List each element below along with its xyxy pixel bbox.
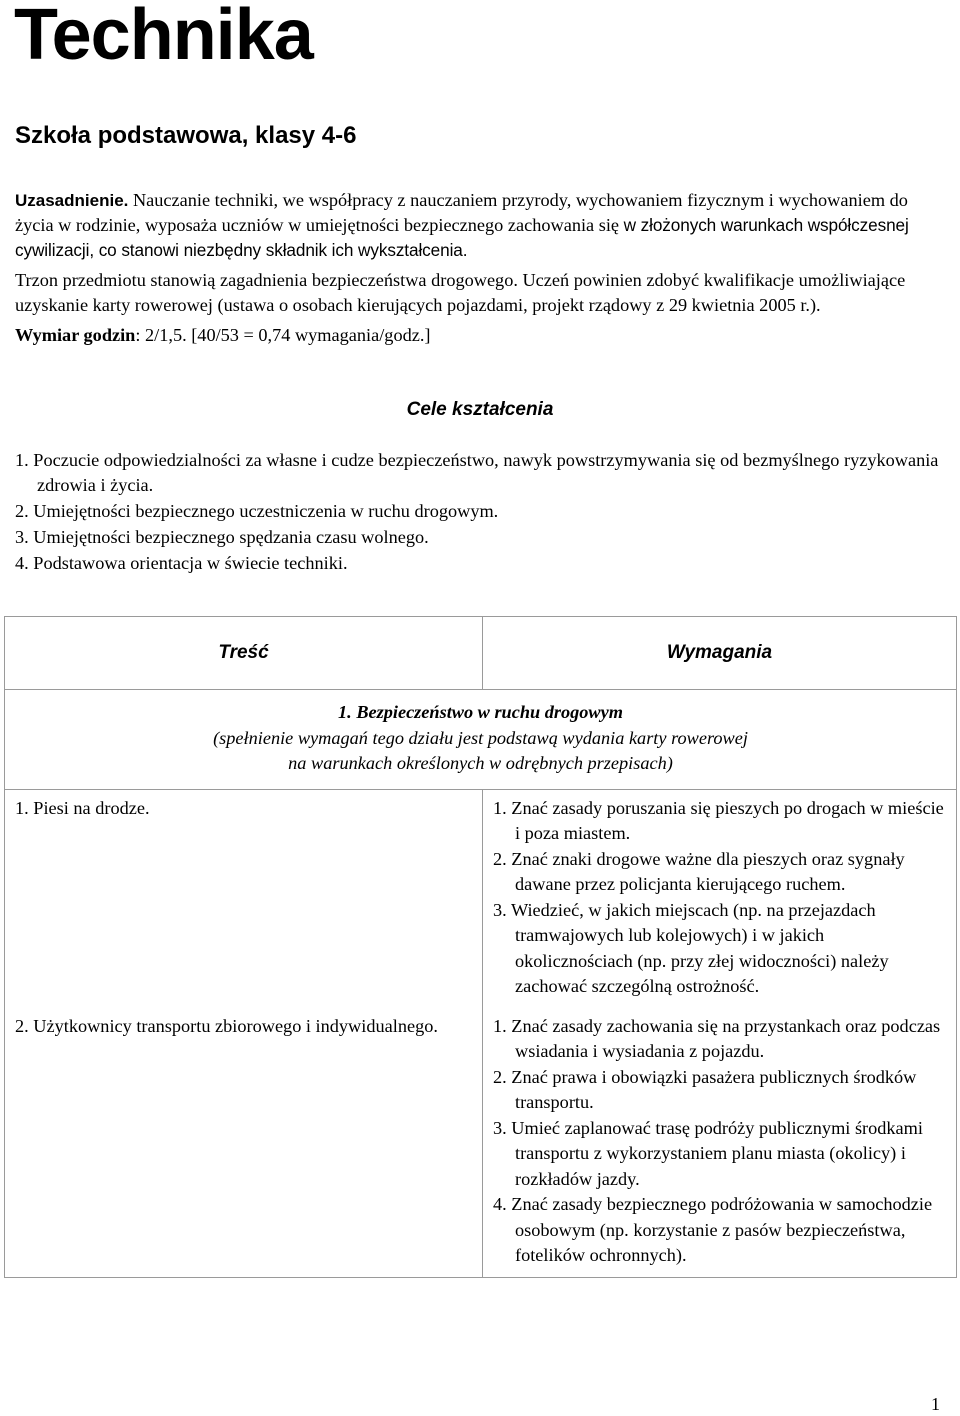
hours-value: : 2/1,5. [40/53 = 0,74 wymagania/godz.] [135, 325, 431, 345]
section-note-line: (spełnienie wymagań tego działu jest podstawą wydania karty rowerowej [213, 727, 748, 748]
table-row [5, 789, 957, 1008]
goal-item: 3. Umiejętności bezpiecznego spędzania czasu wolnego. [15, 527, 429, 547]
table-header-row [5, 617, 957, 690]
section-heading [5, 690, 957, 790]
curriculum-table [4, 616, 957, 1278]
justification-text: Nauczanie techniki, we współpracy z nauczaniem przyrody, wychowaniem fizycznym i wychowaniem do życia w rodzinie, wyposaża uczniów w umiejętności bezpiecznego zachowania się [15, 190, 908, 235]
section-note-line: na warunkach określonych w odrębnych przepisach) [288, 753, 673, 773]
justification-paragraph [15, 188, 950, 263]
column-header-content: Treść [5, 617, 483, 690]
goals-list [15, 448, 950, 577]
requirement-item: 1. Znać zasady zachowania się na przystankach oraz podczas wsiadania i wysiadania z pojazdu. [493, 1015, 941, 1061]
content-cell [5, 789, 483, 1008]
requirements-list [493, 796, 946, 1000]
requirement-item: 1. Znać zasady poruszania się pieszych po drogach w mieście i poza miastem. [493, 797, 944, 843]
table-row [5, 1008, 957, 1278]
content-cell [5, 1008, 483, 1278]
hours-paragraph [15, 323, 950, 348]
requirement-item: 4. Znać zasady bezpiecznego podróżowania w samochodzie osobowym (np. korzystanie z pasów bezpieczeństwa, fotelików ochronnych). [493, 1194, 933, 1265]
content-item: 1. Piesi na drodze. [15, 797, 150, 818]
section-title: 1. Bezpieczeństwo w ruchu drogowym [338, 702, 623, 722]
justification-label: Uzasadnienie. [15, 191, 129, 210]
goals-heading: Cele kształcenia [406, 399, 554, 420]
column-header-requirements: Wymagania [483, 617, 957, 690]
document-title: Technika [14, 0, 313, 75]
goal-item: 1. Poczucie odpowiedzialności za własne i cudze bezpieczeństwo, nawyk powstrzymywania się od bezmyślnego ryzykowania zdrowia i życia. [15, 450, 939, 495]
goal-item: 2. Umiejętności bezpiecznego uczestniczenia w ruchu drogowym. [15, 501, 499, 521]
page-number: 1 [931, 1394, 940, 1414]
requirement-item: 3. Wiedzieć, w jakich miejscach (np. na przejazdach tramwajowych lub kolejowych) i w jakich okolicznościach (np. przy złej widoczności) należy zachować szczególną ostrożność. [493, 899, 889, 996]
document-subtitle: Szkoła podstawowa, klasy 4-6 [15, 122, 357, 149]
requirement-item: 2. Znać znaki drogowe ważne dla pieszych oraz sygnały dawane przez policjanta kierującego ruchem. [493, 848, 905, 894]
goal-item: 4. Podstawowa orientacja w świecie techniki. [15, 553, 348, 573]
hours-label: Wymiar godzin [15, 325, 136, 345]
content-item: 2. Użytkownicy transportu zbiorowego i indywidualnego. [15, 1015, 438, 1036]
section-row [5, 690, 957, 790]
core-paragraph: Trzon przedmiotu stanowią zagadnienia bezpieczeństwa drogowego. Uczeń powinien zdobyć kwalifikacje umożliwiające uzyskanie karty rowerowej (ustawa o osobach kierujących pojazdami, projekt rządowy z 29 kwietnia 2005 r.). [15, 270, 906, 315]
requirement-item: 2. Znać prawa i obowiązki pasażera publicznych środków transportu. [493, 1066, 917, 1112]
requirements-cell [483, 1008, 957, 1278]
requirement-item: 3. Umieć zaplanować trasę podróży publicznymi środkami transportu z wykorzystaniem planu miasta (okolicy) i rozkładów jazdy. [493, 1117, 923, 1189]
introduction [15, 188, 950, 353]
justification-text-continued: w złożonych warunkach współczesnej cywilizacji, co stanowi niezbędny składnik ich wykształcenia. [15, 215, 909, 260]
requirements-list [493, 1014, 946, 1269]
requirements-cell [483, 789, 957, 1008]
